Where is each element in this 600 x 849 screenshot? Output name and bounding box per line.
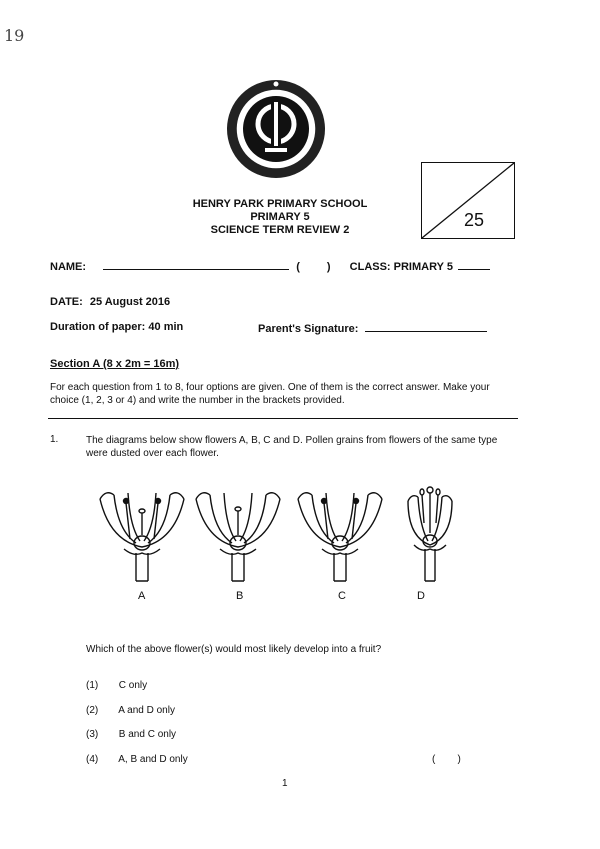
date-value: 25 August 2016 (89, 296, 171, 308)
paper-title: SCIENCE TERM REVIEW 2 (210, 224, 350, 236)
class-label: CLASS: PRIMARY 5 (349, 261, 453, 273)
duration-value: 40 min (148, 321, 184, 333)
school-name: HENRY PARK PRIMARY SCHOOL (192, 198, 368, 210)
option-2-number: (2) (86, 705, 99, 716)
option-4[interactable] (86, 754, 188, 765)
duration-label: Duration of paper: (50, 321, 146, 333)
flower-label-d: D (417, 590, 425, 602)
name-label: NAME: (50, 261, 87, 273)
section-title: Section A (8 x 2m = 16m) (50, 358, 180, 370)
question-1-prompt: Which of the above flower(s) would most likely develop into a fruit? (86, 644, 382, 655)
flower-label-a: A (138, 590, 146, 602)
register-bracket-close: ) (326, 261, 331, 273)
flower-b-diagram (196, 493, 280, 581)
signature-field[interactable] (365, 321, 487, 332)
score-box (421, 162, 515, 239)
score-value: 25 (464, 210, 485, 230)
question-1-stem: The diagrams below show flowers A, B, C and D. Pollen grains from flowers of the same type were dusted over each flower. (86, 435, 498, 459)
option-4-text: A, B and D only (118, 754, 188, 765)
question-1-number: 1. (50, 434, 59, 445)
school-crest-logo (225, 78, 327, 180)
section-divider (48, 418, 518, 419)
name-field[interactable] (103, 259, 289, 270)
option-1[interactable] (86, 680, 147, 691)
option-2-text: A and D only (118, 705, 175, 716)
register-bracket-open: ( (296, 261, 300, 273)
option-4-number: (4) (86, 754, 99, 765)
option-2[interactable] (86, 705, 175, 716)
signature-row (258, 321, 487, 335)
school-level: PRIMARY 5 (250, 211, 310, 223)
page-number: 1 (282, 778, 288, 789)
option-1-number: (1) (86, 680, 99, 691)
answer-bracket[interactable]: ( ) (432, 754, 461, 765)
option-3[interactable] (86, 729, 176, 740)
date-row (50, 296, 170, 308)
date-label: DATE: (50, 296, 83, 308)
flower-a-diagram (100, 493, 184, 581)
option-3-number: (3) (86, 729, 99, 740)
option-3-text: B and C only (118, 729, 177, 740)
duration-row (50, 321, 183, 333)
flower-diagrams (90, 483, 470, 593)
handwritten-page-mark: 19 (4, 26, 25, 45)
flower-c-diagram (298, 493, 382, 581)
class-field[interactable] (458, 259, 490, 270)
name-row (50, 259, 550, 273)
signature-label: Parent's Signature: (258, 323, 359, 335)
flower-label-c: C (338, 590, 346, 602)
flower-d-diagram (408, 487, 452, 581)
flower-label-b: B (236, 590, 244, 602)
option-1-text: C only (118, 680, 148, 691)
page-header (180, 198, 380, 237)
section-instructions: For each question from 1 to 8, four options are given. One of them is the correct answer. Make your choice (1, 2, 3 or 4) and write the number in the brackets provided. (50, 382, 490, 406)
